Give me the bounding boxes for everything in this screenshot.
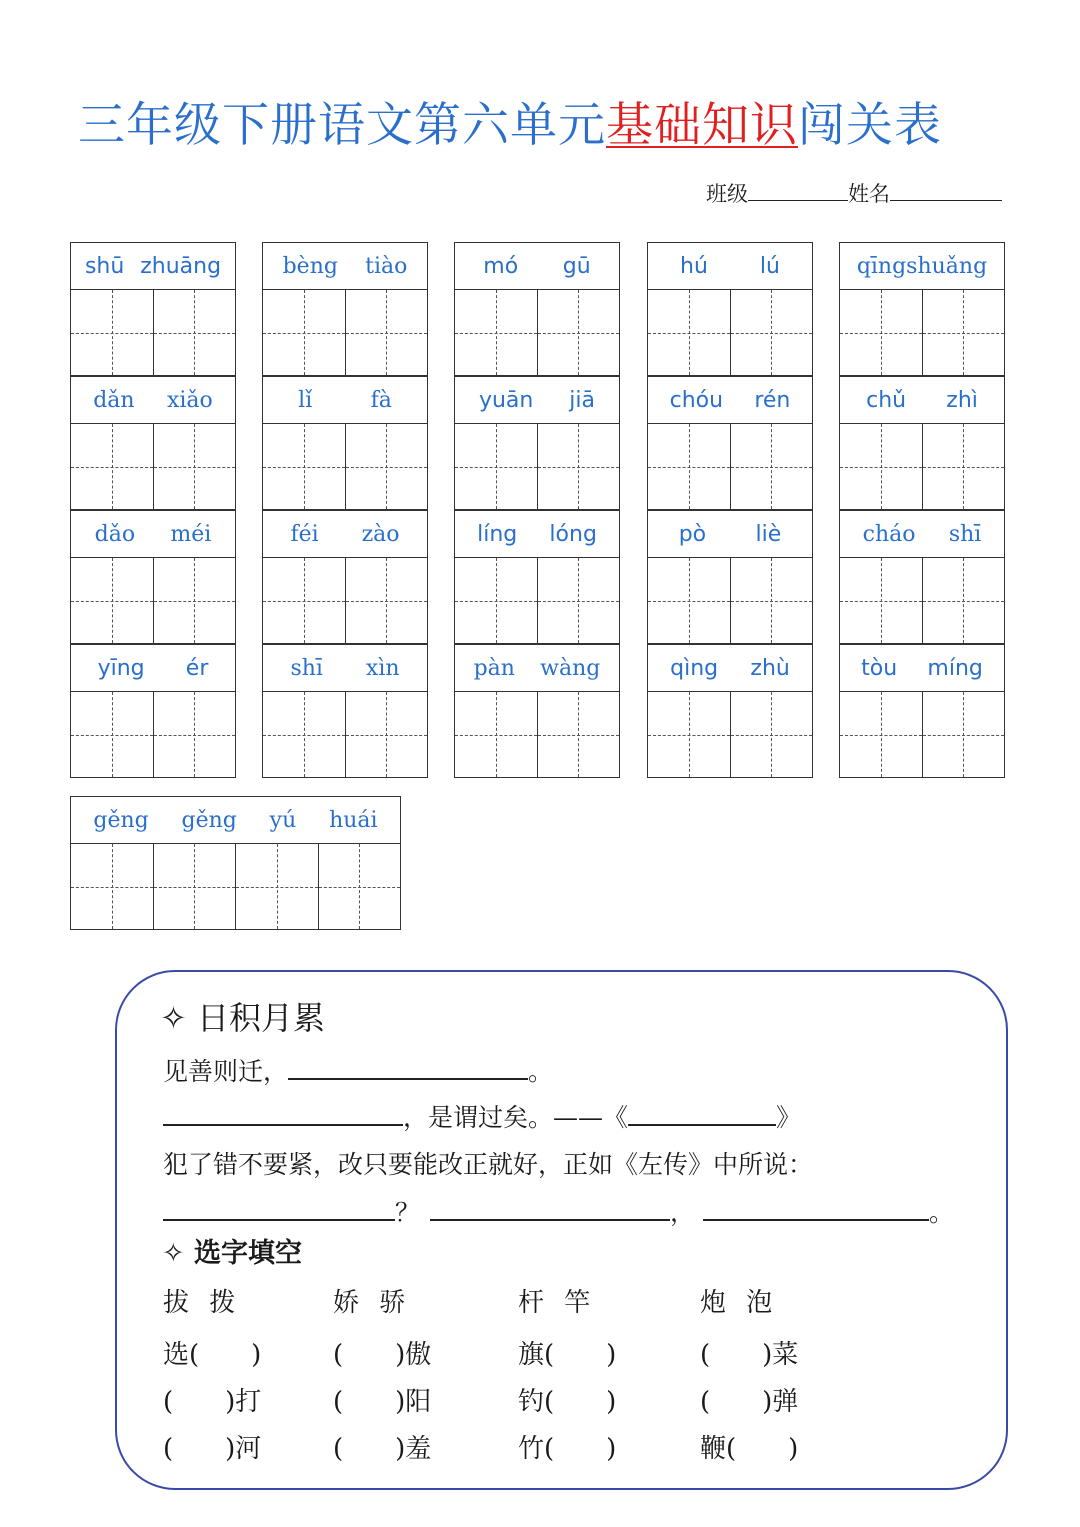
pinyin-syllable: yú — [269, 807, 297, 833]
tian-box[interactable] — [345, 290, 428, 375]
pinyin-syllable: shū — [84, 253, 125, 279]
pinyin-syllable: lóng — [549, 521, 597, 547]
pinyin-syllable: bèng — [282, 253, 338, 279]
writing-grid — [70, 691, 236, 778]
tian-box[interactable] — [455, 692, 537, 777]
pinyin-syllable: zhì — [946, 387, 978, 413]
writing-grid — [454, 557, 620, 644]
pinyin-syllable: shī — [290, 655, 323, 681]
pinyin-label — [262, 242, 428, 289]
pinyin-syllable: wàng — [540, 655, 601, 681]
tian-box[interactable] — [263, 424, 345, 509]
tian-box[interactable] — [840, 290, 922, 375]
pinyin-cell — [647, 242, 813, 378]
writing-grid — [647, 423, 813, 510]
pinyin-syllable: huái — [329, 807, 378, 833]
tian-box[interactable] — [840, 692, 922, 777]
pinyin-syllable: féi — [290, 521, 319, 547]
pinyin-syllable: lú — [759, 253, 780, 279]
tian-box[interactable] — [648, 424, 730, 509]
pinyin-syllable: dǎn — [93, 387, 135, 413]
pinyin-syllable: zhù — [750, 655, 790, 681]
pinyin-cell — [262, 242, 428, 378]
pinyin-label — [647, 644, 813, 691]
tian-box[interactable] — [730, 290, 813, 375]
blank-6[interactable] — [703, 1197, 929, 1221]
char-options: 娇 骄 — [333, 1288, 412, 1318]
tian-box[interactable] — [648, 290, 730, 375]
tian-box[interactable] — [345, 424, 428, 509]
pinyin-label — [839, 644, 1005, 691]
char-options: 杆 竿 — [518, 1288, 597, 1318]
pinyin-syllable: pò — [678, 521, 707, 547]
pinyin-cell — [262, 644, 428, 780]
tian-box[interactable] — [922, 424, 1005, 509]
tian-box[interactable] — [922, 558, 1005, 643]
writing-grid — [647, 289, 813, 376]
writing-grid — [647, 691, 813, 778]
line1-text: 见善则迁， — [163, 1057, 289, 1086]
pinyin-syllable: zào — [361, 521, 400, 547]
tian-box[interactable] — [730, 558, 813, 643]
pinyin-cell — [839, 242, 1005, 378]
pinyin-syllable: gěng — [93, 807, 149, 833]
fill-item[interactable]: ( )打 — [163, 1387, 262, 1417]
pinyin-cell — [839, 510, 1005, 646]
pinyin-syllable: pàn — [473, 655, 515, 681]
pinyin-cell — [70, 644, 236, 780]
pinyin-syllable: dǎo — [94, 521, 136, 547]
tian-box[interactable] — [730, 424, 813, 509]
pinyin-syllable: xìn — [365, 655, 400, 681]
tian-box[interactable] — [153, 290, 236, 375]
tian-box[interactable] — [648, 558, 730, 643]
pinyin-label — [262, 376, 428, 423]
pinyin-cell — [647, 510, 813, 646]
tian-box[interactable] — [648, 692, 730, 777]
pinyin-cell — [454, 510, 620, 646]
writing-grid — [839, 423, 1005, 510]
pinyin-cell-idiom — [70, 796, 401, 932]
pinyin-label — [647, 242, 813, 289]
tian-box[interactable] — [455, 290, 537, 375]
pinyin-label — [647, 376, 813, 423]
pinyin-syllable: chǔ — [866, 387, 907, 413]
fill-item[interactable]: ( )菜 — [700, 1340, 799, 1370]
tian-box[interactable] — [263, 558, 345, 643]
pinyin-label — [647, 510, 813, 557]
title-suffix: 闯关表 — [798, 98, 942, 153]
pinyin-syllable: yīng — [97, 655, 145, 681]
pinyin-syllable: zhuāng — [140, 253, 222, 279]
pinyin-cell — [454, 242, 620, 378]
writing-grid — [647, 557, 813, 644]
blank-5[interactable] — [430, 1197, 670, 1221]
sentence-line-4 — [163, 1193, 954, 1229]
pinyin-syllable: gū — [562, 253, 591, 279]
name-field[interactable] — [890, 180, 1002, 201]
section2-heading: ✧ 选字填空 — [162, 1238, 303, 1269]
title-prefix: 三年级下册语文第六单元 — [78, 98, 606, 153]
line1-end: 。 — [528, 1057, 554, 1086]
pinyin-cell — [454, 376, 620, 512]
pinyin-label — [70, 644, 236, 691]
char-options: 拔 拨 — [163, 1288, 242, 1318]
tian-box[interactable] — [537, 558, 620, 643]
pinyin-syllable: fà — [370, 387, 392, 413]
writing-grid — [454, 691, 620, 778]
writing-grid — [262, 557, 428, 644]
fill-item[interactable]: ( )羞 — [333, 1434, 432, 1464]
writing-grid — [839, 557, 1005, 644]
tian-box[interactable] — [71, 424, 153, 509]
line4-comma: ， — [670, 1198, 696, 1227]
pinyin-label — [70, 510, 236, 557]
class-field[interactable] — [748, 180, 848, 201]
pinyin-syllable: lǐ — [298, 387, 313, 413]
pinyin-label — [262, 644, 428, 691]
pinyin-syllable: liè — [755, 521, 782, 547]
tian-box[interactable] — [71, 558, 153, 643]
pinyin-syllable: ér — [185, 655, 209, 681]
tian-box[interactable] — [235, 844, 318, 929]
char-options: 炮 泡 — [700, 1288, 779, 1318]
pinyin-syllable: shī — [948, 521, 982, 547]
tian-box[interactable] — [345, 692, 428, 777]
pinyin-cell — [454, 644, 620, 780]
fill-item[interactable]: ( )弹 — [700, 1387, 799, 1417]
pinyin-syllable: qìng — [670, 655, 719, 681]
tian-box[interactable] — [345, 558, 428, 643]
blank-4[interactable] — [163, 1197, 395, 1221]
name-label: 姓名 — [848, 182, 890, 206]
sentence-line-1 — [163, 1052, 553, 1088]
pinyin-cell — [70, 376, 236, 512]
pinyin-syllable: méi — [170, 521, 212, 547]
pinyin-syllable: xiǎo — [166, 387, 213, 413]
sentence-line-2 — [163, 1098, 801, 1134]
pinyin-syllable: líng — [477, 521, 518, 547]
title-highlight: 基础知识 — [606, 98, 798, 153]
pinyin-label — [70, 376, 236, 423]
pinyin-syllable: tòu — [861, 655, 898, 681]
tian-box[interactable] — [71, 290, 153, 375]
pinyin-label — [70, 242, 236, 289]
pinyin-label — [839, 242, 1005, 289]
tian-box[interactable] — [71, 692, 153, 777]
blank-3[interactable] — [628, 1102, 776, 1126]
fill-item[interactable]: 选( ) — [163, 1340, 262, 1370]
pinyin-syllable: cháo — [862, 521, 916, 547]
pinyin-label — [839, 376, 1005, 423]
blank-1[interactable] — [288, 1056, 528, 1080]
pinyin-cell — [70, 242, 236, 378]
fill-item[interactable]: 竹( ) — [518, 1434, 617, 1464]
tian-box[interactable] — [922, 692, 1005, 777]
tian-box[interactable] — [537, 424, 620, 509]
tian-box[interactable] — [153, 844, 236, 929]
pinyin-cell — [839, 644, 1005, 780]
pinyin-syllable: chóu — [669, 387, 724, 413]
pinyin-syllable: míng — [927, 655, 983, 681]
writing-grid — [839, 289, 1005, 376]
tian-box[interactable] — [537, 692, 620, 777]
pinyin-cell — [839, 376, 1005, 512]
pinyin-cell — [70, 510, 236, 646]
tian-box[interactable] — [922, 290, 1005, 375]
fill-item[interactable]: ( )河 — [163, 1434, 262, 1464]
pinyin-label — [262, 510, 428, 557]
pinyin-syllable: jiā — [569, 387, 596, 413]
pinyin-syllable: hú — [680, 253, 708, 279]
student-info — [706, 178, 1002, 208]
tian-box[interactable] — [455, 424, 537, 509]
blank-2[interactable] — [163, 1102, 403, 1126]
tian-box[interactable] — [153, 424, 236, 509]
line2-text: ，是谓过矣。——《 — [403, 1103, 629, 1132]
pinyin-syllable: yuān — [478, 387, 534, 413]
pinyin-syllable: gěng — [181, 807, 237, 833]
pinyin-syllable: mó — [483, 253, 519, 279]
tian-box[interactable] — [537, 290, 620, 375]
fill-item[interactable]: 旗( ) — [518, 1340, 617, 1370]
tian-box[interactable] — [71, 844, 153, 929]
writing-grid — [70, 843, 401, 930]
tian-box[interactable] — [840, 424, 922, 509]
pinyin-label — [454, 510, 620, 557]
writing-grid — [262, 691, 428, 778]
pinyin-label — [454, 644, 620, 691]
page-title — [78, 88, 942, 155]
fill-item[interactable]: 鞭( ) — [700, 1434, 799, 1464]
fill-item[interactable]: ( )阳 — [333, 1387, 432, 1417]
tian-box[interactable] — [840, 558, 922, 643]
sentence-line-3: 犯了错不要紧，改只要能改正就好，正如《左传》中所说： — [163, 1150, 814, 1179]
writing-grid — [262, 289, 428, 376]
writing-grid — [454, 289, 620, 376]
pinyin-cell — [647, 644, 813, 780]
line2-end: 》 — [776, 1103, 802, 1132]
pinyin-cell — [262, 376, 428, 512]
tian-box[interactable] — [263, 290, 345, 375]
pinyin-syllable: rén — [754, 387, 791, 413]
writing-grid — [454, 423, 620, 510]
pinyin-cell — [647, 376, 813, 512]
fill-item[interactable]: 钓( ) — [518, 1387, 617, 1417]
writing-grid — [839, 691, 1005, 778]
class-label: 班级 — [706, 182, 748, 206]
writing-grid — [70, 423, 236, 510]
pinyin-label — [454, 242, 620, 289]
pinyin-cell — [262, 510, 428, 646]
tian-box[interactable] — [153, 692, 236, 777]
tian-box[interactable] — [455, 558, 537, 643]
fill-item[interactable]: ( )傲 — [333, 1340, 432, 1370]
writing-grid — [70, 557, 236, 644]
tian-box[interactable] — [730, 692, 813, 777]
writing-grid — [70, 289, 236, 376]
pinyin-syllable: qīngshuǎng — [856, 253, 988, 279]
tian-box[interactable] — [318, 844, 401, 929]
line4-end: 。 — [929, 1198, 955, 1227]
tian-box[interactable] — [263, 692, 345, 777]
pinyin-label — [454, 376, 620, 423]
pinyin-label — [70, 796, 401, 843]
writing-grid — [262, 423, 428, 510]
tian-box[interactable] — [153, 558, 236, 643]
pinyin-syllable: tiào — [365, 253, 408, 279]
section1-heading: ✧ 日积月累 — [160, 999, 325, 1037]
line4-question: ？ — [395, 1198, 421, 1227]
pinyin-label — [839, 510, 1005, 557]
